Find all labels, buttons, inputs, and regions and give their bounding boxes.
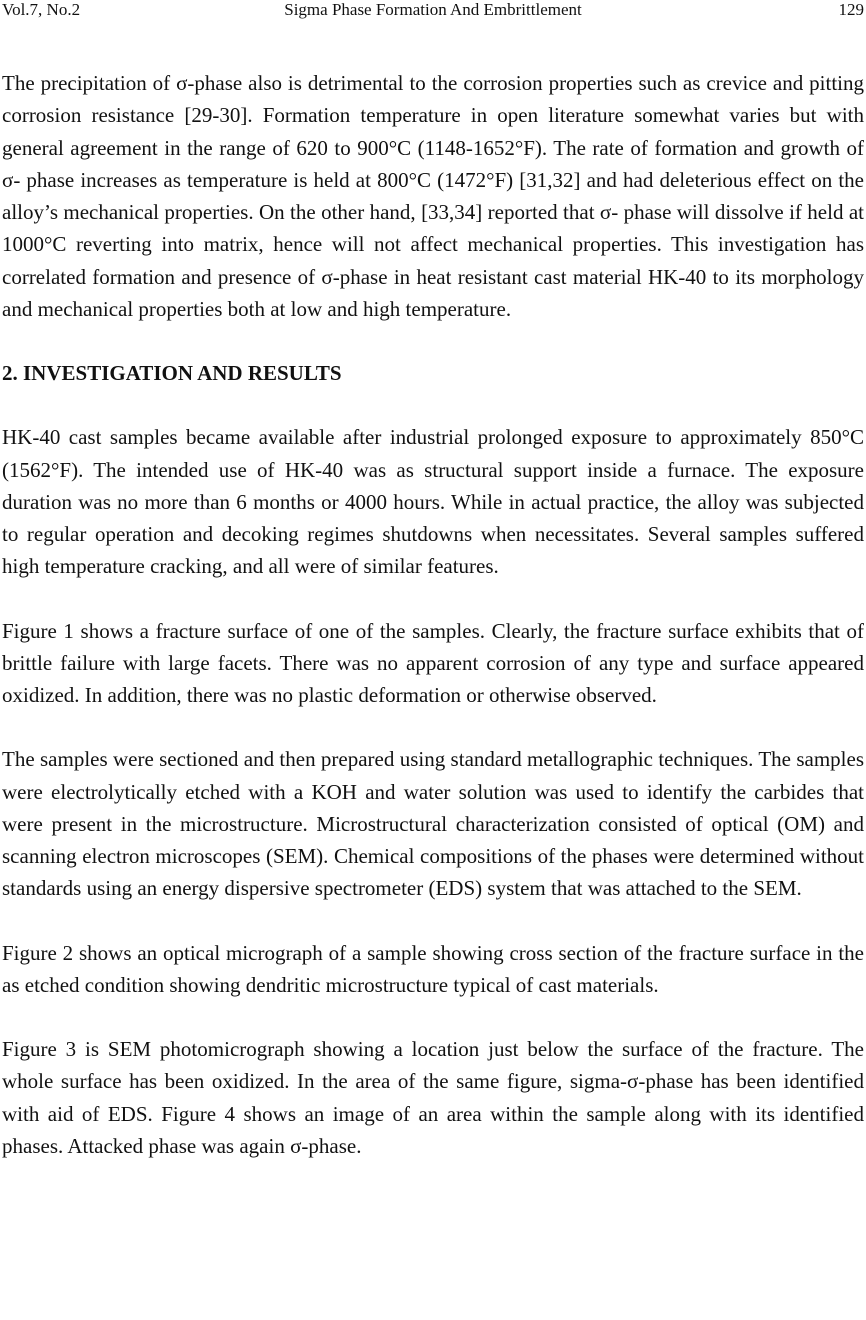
journal-volume: Vol.7, No.2 xyxy=(2,0,81,19)
paragraph-methods: The samples were sectioned and then prepared using standard metallographic techniques. The samples were electrolytically etched with a KOH and water solution was used to identify the carbides that were present in the microstructure. Microstructural characterization consisted of optical (OM) and scanning electron microscopes (SEM). Chemical compositions of the phases were determined without standards using an energy dispersive spectrometer (EDS) system that was attached to the SEM. xyxy=(2,747,864,901)
page-number: 129 xyxy=(838,0,864,19)
paragraph-figure-1: Figure 1 shows a fracture surface of one of the samples. Clearly, the fracture surface exhibits that of brittle failure with large facets. There was no apparent corrosion of any type and surface appeared oxidized. In addition, there was no plastic deformation or otherwise observed. xyxy=(2,618,864,708)
paragraph-figure-2: Figure 2 shows an optical micrograph of a sample showing cross section of the fracture surface in the as etched condition showing dendritic microstructure typical of cast materials. xyxy=(2,940,864,997)
paragraph-sigma-phase-intro: The precipitation of σ-phase also is detrimental to the corrosion properties such as crevice and pitting corrosion resistance [29-30]. Formation temperature in open literature somewhat varies but with general agreement in the range of 620 to 900°C (1148-1652°F). The rate of formation and growth of σ- phase increases as temperature is held at 800°C (1472°F) [31,32] and had deleterious effect on the alloy’s mechanical properties. On the other hand, [33,34] reported that σ- phase will dissolve if held at 1000°C reverting into matrix, hence will not affect mechanical properties. This investigation has correlated formation and presence of σ-phase in heat resistant cast material HK-40 to its morphology and mechanical properties both at low and high temperature. xyxy=(2,71,864,322)
section-heading: 2. INVESTIGATION AND RESULTS xyxy=(2,361,342,386)
body-text xyxy=(2,67,864,1194)
running-title: Sigma Phase Formation And Embrittlement xyxy=(284,0,582,19)
paragraph-figure-3: Figure 3 is SEM photomicrograph showing a location just below the surface of the fracture. The whole surface has been oxidized. In the area of the same figure, sigma-σ-phase has been identified with aid of EDS. Figure 4 shows an image of an area within the sample along with its identified phases. Attacked phase was again σ-phase. xyxy=(2,1036,864,1158)
running-header xyxy=(2,0,864,22)
paragraph-samples: HK-40 cast samples became available after industrial prolonged exposure to approximately 850°C (1562°F). The intended use of HK-40 was as structural support inside a furnace. The exposure duration was no more than 6 months or 4000 hours. While in actual practice, the alloy was subjected to regular operation and decoking regimes shutdowns when necessitates. Several samples suffered high temperature cracking, and all were of similar features. xyxy=(2,425,864,579)
